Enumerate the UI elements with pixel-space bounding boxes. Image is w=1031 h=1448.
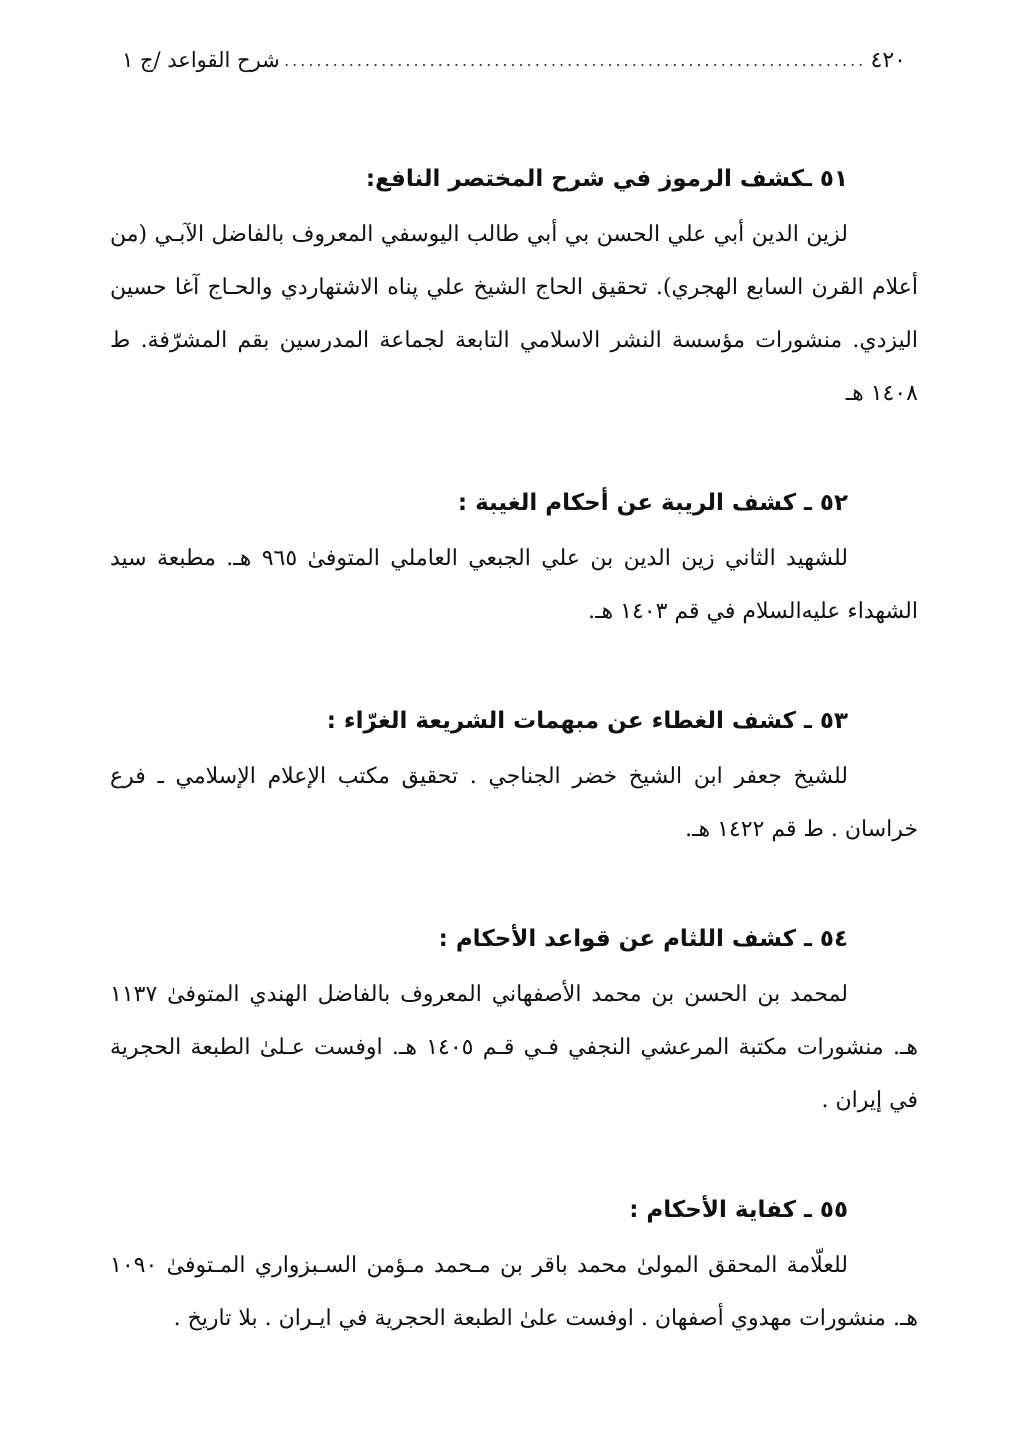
bibliography-entry bbox=[110, 150, 918, 420]
entry-body-text: لزين الدين أبي علي الحسن بي أبي طالب اليوسفي المعروف بالفاضل الآبـي (من أعلام القرن السابع الهجري). تحقيق الحاج الشيخ علي پناه الاشتهاردي والحـاج آغا حسين اليزدي. منشورات مؤسسة النشر الاسلامي التابعة لجماعة المدرسين بقم المشرّفة. ط ١٤٠٨ هـ bbox=[110, 222, 918, 406]
entry-heading: ٥٥ ـ كفاية الأحكام : bbox=[629, 1197, 848, 1223]
entry-body bbox=[110, 532, 918, 638]
entry-body-text: للشهيد الثاني زين الدين بن علي الجبعي العاملي المتوفىٰ ٩٦٥ هـ. مطبعة سيد الشهداء عليه‌السلام في قم ١٤٠٣ هـ. bbox=[110, 546, 918, 624]
entry-body bbox=[110, 1239, 918, 1345]
entry-body-text: لمحمد بن الحسن بن محمد الأصفهاني المعروف بالفاضل الهندي المتوفىٰ ١١٣٧ هـ. منشورات مكتبة المرعشي النجفي فـي قـم ١٤٠٥ هـ. اوفست عـلىٰ الطبعة الحجرية في إيران . bbox=[110, 982, 918, 1113]
bibliography-entry bbox=[110, 1181, 918, 1345]
header-leader-dots: ........................................................................ bbox=[284, 50, 867, 70]
bibliography-entry bbox=[110, 910, 918, 1127]
entry-heading: ٥٢ ـ كشف الريبة عن أحكام الغيبة : bbox=[457, 490, 848, 516]
entry-heading: ٥٤ ـ كشف اللثام عن قواعد الأحكام : bbox=[438, 926, 848, 952]
entry-body bbox=[110, 750, 918, 856]
entry-body bbox=[110, 968, 918, 1127]
entry-heading: ٥١ ـكشف الرموز في شرح المختصر النافع: bbox=[365, 166, 848, 192]
entry-body bbox=[110, 208, 918, 420]
entry-heading: ٥٣ ـ كشف الغطاء عن مبهمات الشريعة الغرّاء : bbox=[326, 708, 848, 734]
running-header bbox=[110, 40, 918, 80]
bibliography-entry bbox=[110, 474, 918, 638]
page-number: ٤٢٠ bbox=[870, 47, 906, 73]
bibliography-entries bbox=[110, 150, 918, 1399]
bibliography-entry bbox=[110, 692, 918, 856]
entry-body-text: للشيخ جعفر ابن الشيخ خضر الجناجي . تحقيق مكتب الإعلام الإسلامي ـ فرع خراسان . ط قم ١٤٢٢ هـ. bbox=[110, 764, 918, 842]
running-header-title: شرح القواعد /ج ١ bbox=[122, 48, 280, 72]
entry-body-text: للعلّامة المحقق المولىٰ محمد باقر بن مـحمد مـؤمن السـبزواري المـتوفىٰ ١٠٩٠ هـ. منشورات مهدوي أصفهان . اوفست علىٰ الطبعة الحجرية في ايـران . بلا تاريخ . bbox=[110, 1253, 918, 1331]
